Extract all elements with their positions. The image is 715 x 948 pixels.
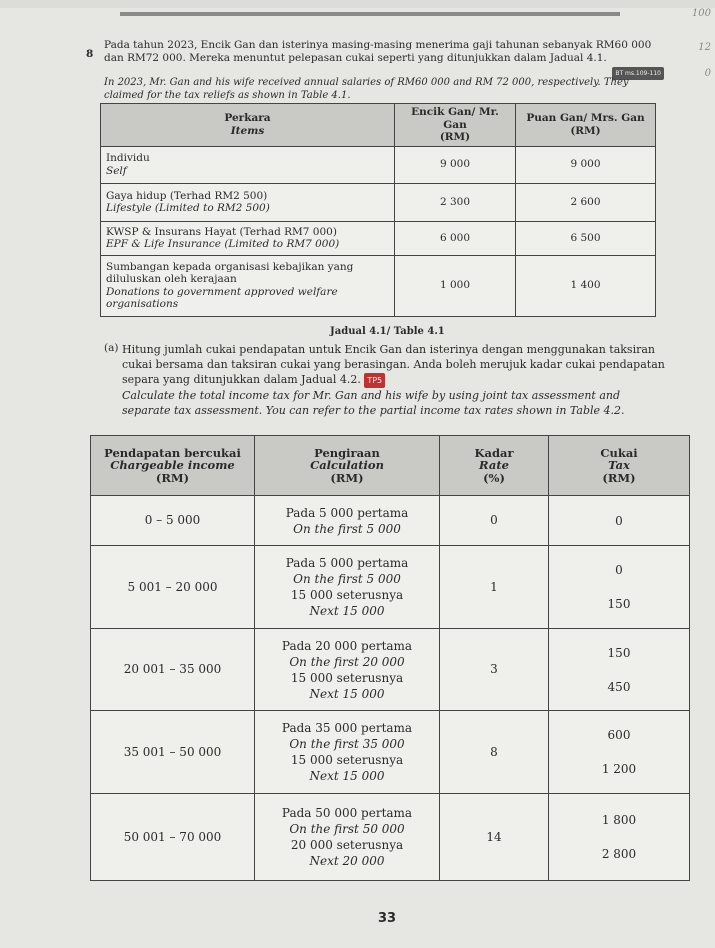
tax-amount: 600 [607, 728, 631, 742]
calculation-line: 15 000 seterusnya [290, 753, 404, 767]
part-a-malay: Hitung jumlah cukai pendapatan untuk Encik Gan dan isterinya dengan menggunakan taksiran cukai bersama dan taksiran cukai yang berasingan. Anda boleh merujuk kadar cukai pendapatan separa yang ditunjukkan dalam Jadual 4.2. [122, 343, 665, 386]
table-row [101, 255, 656, 316]
item-ms: Individu [106, 152, 150, 164]
table-row [101, 183, 656, 221]
calculation-line: Pada 35 000 pertama [281, 721, 413, 735]
calculation-line: 20 000 seterusnya [290, 838, 404, 852]
item-en: Lifestyle (Limited to RM2 500) [106, 202, 270, 214]
table-row [91, 546, 690, 629]
gan-value: 2 300 [395, 183, 516, 221]
income-range: 35 001 – 50 000 [123, 744, 222, 759]
tax-rate: 0 [490, 513, 498, 528]
income-range: 5 001 – 20 000 [127, 579, 218, 594]
income-range: 50 001 – 70 000 [123, 829, 222, 844]
tax-rate: 8 [490, 744, 498, 759]
tp-badge: TP5 [364, 373, 385, 388]
wife-value: 2 600 [516, 183, 656, 221]
header-unit: (RM) [602, 470, 636, 485]
table-cell [91, 629, 255, 711]
table-cell [440, 794, 549, 881]
header-wife: Puan Gan/ Mrs. Gan [526, 112, 645, 125]
textbook-page [0, 8, 715, 948]
page-edge-line [120, 12, 620, 16]
table-row [101, 221, 656, 255]
calculation-line: 15 000 seterusnya [290, 670, 404, 685]
table-cell [549, 711, 690, 794]
header-ms: Cukai [600, 445, 638, 460]
header-unit: (%) [483, 470, 505, 485]
table-cell [91, 794, 255, 881]
income-range: 0 – 5 000 [144, 513, 201, 528]
tax-amount: 1 800 [601, 813, 637, 827]
table-row [101, 146, 656, 183]
header-en: Tax [608, 458, 630, 473]
table-cell [440, 546, 549, 629]
header-ms: Pendapatan bercukai [104, 445, 241, 460]
calculation-line: Next 20 000 [309, 854, 385, 868]
header-gan-unit: (RM) [439, 131, 471, 143]
header-unit: (RM) [330, 470, 364, 485]
item-en: Self [106, 164, 127, 177]
header-unit: (RM) [155, 470, 190, 485]
gan-value: 1 000 [395, 255, 516, 316]
tax-rate: 3 [490, 662, 498, 677]
gan-value: 6 000 [395, 221, 516, 255]
tax-amount: 0 [615, 563, 623, 577]
wife-value: 1 400 [516, 255, 656, 316]
tax-amount: 150 [607, 597, 631, 611]
calculation-line: Pada 20 000 pertama [281, 638, 413, 653]
header-ms: Kadar [474, 445, 514, 460]
table-row [91, 711, 690, 794]
income-range: 20 001 – 35 000 [123, 662, 222, 677]
header-wife-unit: (RM) [570, 124, 601, 137]
header-gan: Encik Gan/ Mr. Gan [411, 106, 499, 131]
table-cell [549, 794, 690, 881]
question-number: 8 [86, 48, 94, 60]
tax-amount: 150 [607, 645, 631, 660]
calculation-line: On the first 5 000 [293, 572, 401, 586]
tax-amount: 2 800 [601, 847, 637, 861]
part-a-english: Calculate the total income tax for Mr. Gan and his wife by using joint tax assessment and separate tax assessment. You can refer to the partial income tax rates shown in Table 4.2. [122, 389, 625, 417]
header-ms: Pengiraan [314, 445, 380, 460]
margin-note: 12 [698, 42, 711, 53]
table-cell [440, 496, 549, 546]
wife-value: 6 500 [516, 221, 656, 255]
gan-value: 9 000 [395, 146, 516, 183]
tax-rate-table [90, 435, 690, 881]
header-en: Rate [479, 458, 509, 473]
table-cell [549, 546, 690, 629]
calculation-line: On the first 20 000 [289, 654, 405, 669]
tax-rate: 1 [490, 579, 498, 594]
tax-rate: 14 [486, 829, 502, 844]
calculation-line: Pada 5 000 pertama [285, 556, 409, 570]
tax-amount: 0 [615, 513, 623, 528]
tax-amount: 1 200 [601, 762, 637, 776]
table1-caption: Jadual 4.1/ Table 4.1 [330, 326, 445, 337]
calculation-line: 15 000 seterusnya [290, 588, 404, 602]
intro-malay: Pada tahun 2023, Encik Gan dan isterinya masing-masing menerima gaji tahunan sebanyak RM60 000 dan RM72 000. Mereka menuntut pelepasan cukai seperti yang ditunjukkan dalam Jadual 4.1. [104, 39, 652, 64]
header-en: Chargeable income [110, 458, 235, 473]
table-cell [440, 629, 549, 711]
table-cell [255, 496, 440, 546]
calculation-line: On the first 35 000 [289, 737, 405, 751]
page-number: 33 [378, 911, 397, 926]
table-cell [255, 546, 440, 629]
reference-badge: BT ms.109-110 [612, 67, 664, 80]
table-cell [255, 794, 440, 881]
tax-amount: 450 [607, 679, 631, 694]
table-cell [91, 711, 255, 794]
calculation-line: Next 15 000 [309, 604, 385, 618]
table-row [91, 629, 690, 711]
tax-relief-table [100, 103, 656, 317]
margin-note: 0 [704, 68, 711, 79]
header-en: Calculation [310, 458, 384, 473]
item-ms: KWSP & Insurans Hayat (Terhad RM7 000) [106, 225, 337, 238]
calculation-line: Next 15 000 [309, 686, 385, 701]
table-cell [255, 711, 440, 794]
table-cell [91, 546, 255, 629]
calculation-line: Pada 5 000 pertama [285, 505, 409, 520]
item-ms: Gaya hidup (Terhad RM2 500) [106, 189, 268, 202]
calculation-line: Pada 50 000 pertama [281, 806, 413, 820]
table-row [91, 794, 690, 881]
table-row [91, 496, 690, 546]
table-cell [91, 496, 255, 546]
item-en: Donations to government approved welfare organisations [106, 285, 338, 310]
calculation-line: On the first 5 000 [293, 521, 401, 536]
wife-value: 9 000 [516, 146, 656, 183]
item-ms: Sumbangan kepada organisasi kebajikan yang diluluskan oleh kerajaan [106, 260, 354, 285]
header-items-en: Items [230, 124, 265, 137]
part-a-label: (a) [104, 342, 119, 354]
header-items-ms: Perkara [224, 112, 271, 125]
intro-english: In 2023, Mr. Gan and his wife received annual salaries of RM60 000 and RM 72 000, respectively. They claimed for the tax reliefs as shown in Table 4.1. [104, 77, 629, 101]
table-cell [440, 711, 549, 794]
margin-note: 100 [691, 8, 711, 19]
table-cell [549, 496, 690, 546]
calculation-line: On the first 50 000 [289, 822, 405, 836]
table-cell [255, 629, 440, 711]
table-cell [549, 629, 690, 711]
calculation-line: Next 15 000 [309, 769, 385, 783]
item-en: EPF & Life Insurance (Limited to RM7 000) [106, 238, 340, 250]
